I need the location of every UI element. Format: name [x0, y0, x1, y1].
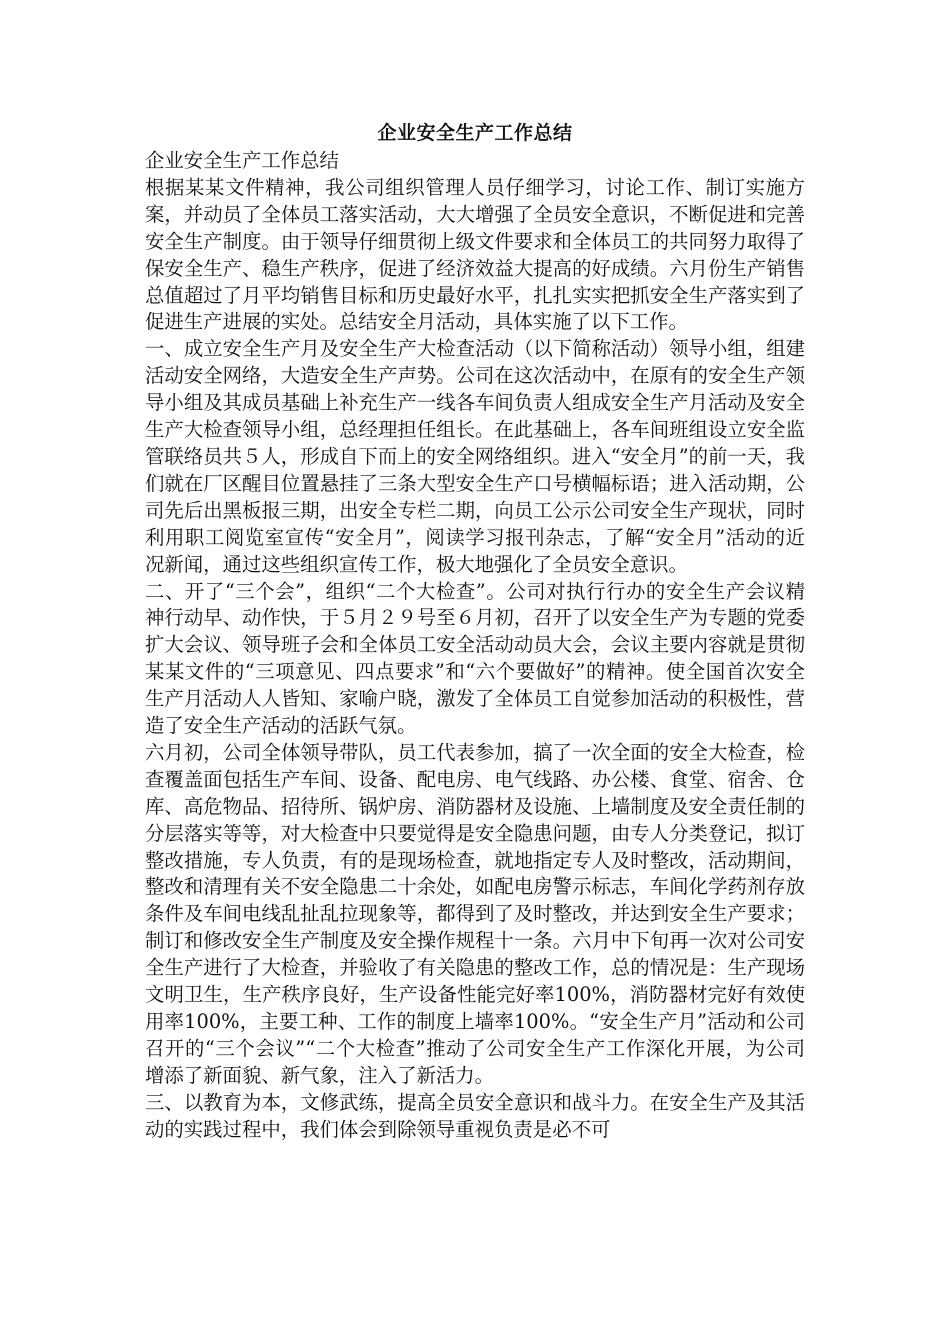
section-one-paragraph: 一、成立安全生产月及安全生产大检查活动（以下简称活动）领导小组，组建活动安全网络，大造安全生产声势。公司在这次活动中，在原有的安全生产领导小组及其成员基础上补充生产一线各车间负责人组成安全生产月活动及安全生产大检查领导小组，总经理担任组长。在此基础上，各车间班组设立安全监管联络员共５人，形成自下而上的安全网络组织。进入“安全月”的前一天，我们就在厂区醒目位置悬挂了三条大型安全生产口号横幅标语；进入活动期，公司先后出黑板报三期，出安全专栏二期，向员工公示公司安全生产现状，同时利用职工阅览室宣传“安全月”，阅读学习报刊杂志，了解“安全月”活动的近况新闻，通过这些组织宣传工作，极大地强化了全员安全意识。	[145, 337, 805, 576]
section-three-paragraph: 三、以教育为本，文修武练，提高全员安全意识和战斗力。在安全生产及其活动的实践过程中，我们体会到除领导重视负责是必不可	[145, 1090, 805, 1141]
intro-paragraph: 根据某某文件精神，我公司组织管理人员仔细学习，讨论工作、制订实施方案，并动员了全体员工落实活动，大大增强了全员安全意识，不断促进和完善安全生产制度。由于领导仔细贯彻上级文件要求和全体员工的共同努力取得了保安全生产、稳生产秩序，促进了经济效益大提高的好成绩。六月份生产销售总值超过了月平均销售目标和历史最好水平，扎扎实实把抓安全生产落实到了促进生产进展的实处。总结安全月活动，具体实施了以下工作。	[145, 175, 805, 334]
inspection-paragraph: 六月初，公司全体领导带队，员工代表参加，搞了一次全面的安全大检查，检查覆盖面包括生产车间、设备、配电房、电气线路、办公楼、食堂、宿舍、仓库、高危物品、招待所、锅炉房、消防器材及设施、上墙制度及安全责任制的分层落实等等，对大检查中只要觉得是安全隐患问题，由专人分类登记，拟订整改措施，专人负责，有的是现场检查，就地指定专人及时整改，活动期间，整改和清理有关不安全隐患二十余处，如配电房警示标志，车间化学药剂存放条件及车间电线乱扯乱拉现象等，都得到了及时整改，并达到安全生产要求；制订和修改安全生产制度及安全操作规程十一条。六月中下旬再一次对公司安全生产进行了大检查，并验收了有关隐患的整改工作，总的情况是：生产现场文明卫生，生产秩序良好，生产设备性能完好率100%，消防器材完好有效使用率100%，主要工种、工作的制度上墙率100%。“安全生产月”活动和公司召开的“三个会议”“二个大检查”推动了公司安全生产工作深化开展，为公司增添了新面貌、新气象，注入了新活力。	[145, 740, 805, 1087]
document-body	[145, 118, 805, 1144]
document-title: 企业安全生产工作总结	[377, 122, 573, 144]
section-two-paragraph: 二、开了“三个会”，组织“二个大检查”。公司对执行行办的安全生产会议精神行动早、动作快，于５月２９号至６月初，召开了以安全生产为专题的党委扩大会议、领导班子会和全体员工安全活动动员大会，会议主要内容就是贯彻某某文件的“三项意见、四点要求”和“六个要做好”的精神。使全国首次安全生产月活动人人皆知、家喻户晓，激发了全体员工自觉参加活动的积极性，营造了安全生产活动的活跃气氛。	[145, 579, 805, 738]
subtitle-paragraph: 企业安全生产工作总结	[145, 149, 339, 172]
